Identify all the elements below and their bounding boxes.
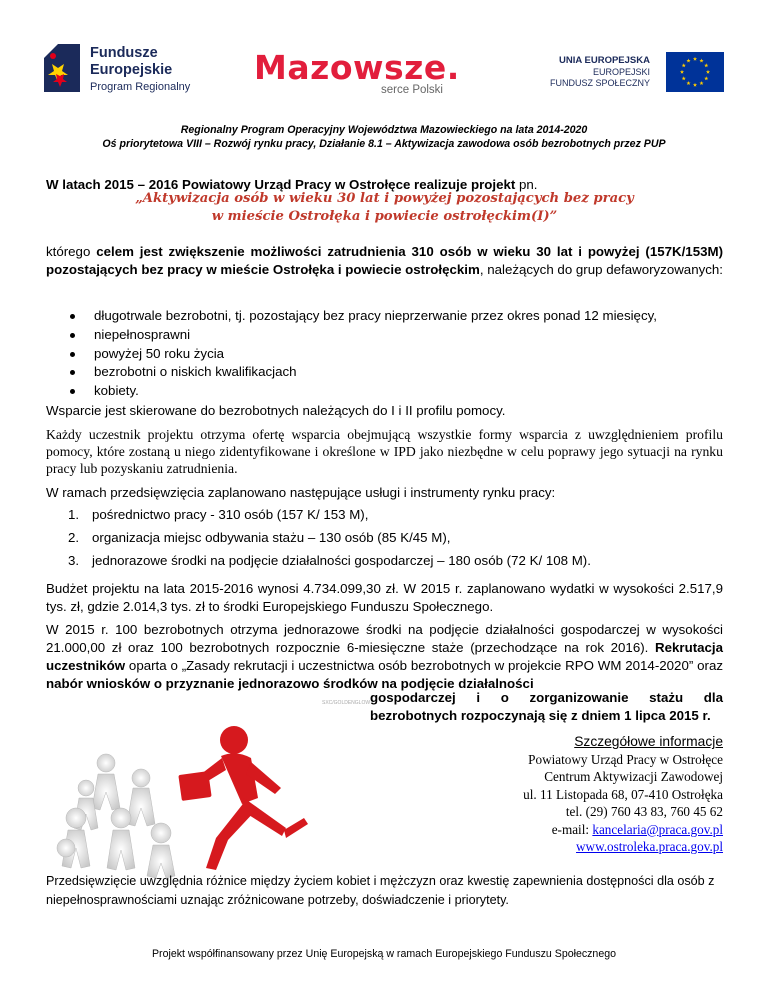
list-item xyxy=(68,553,728,568)
intro-normal: pn. xyxy=(515,177,538,192)
contact-block xyxy=(430,733,723,856)
plan-text1: W 2015 r. 100 bezrobotnych otrzyma jednorazowe środki na podjęcie działalności gospodarczej w wysokości 21.000,00 zł oraz 100 bezrobotnych rozpocznie 6-miesięczne staże (przechodzące na rok 2016). xyxy=(46,622,723,655)
list-number: 1. xyxy=(68,507,80,522)
budget-paragraph: Budżet projektu na lata 2015-2016 wynosi 4.734.099,30 zł. W 2015 r. zaplanowano wydatki w wysokości 2.517,9 tys. zł, gdzie 2.014,3 tys. zł to środki Europejskiego Funduszu Społecznego. xyxy=(46,581,723,614)
ue-logo-text xyxy=(540,55,650,90)
contact-email-line xyxy=(430,821,723,839)
support-paragraph: Wsparcie jest skierowane do bezrobotnych należących do I i II profilu pomocy. xyxy=(46,403,506,418)
goal-bold: celem jest zwiększenie możliwości zatrudnienia 310 osób w wieku 30 lat i powyżej (157K/153M) pozostających bez pracy w mieście Ostrołęka i powiecie ostrołęckim xyxy=(46,244,723,277)
plan-text2: oparta o „Zasady rekrutacji i uczestnictwa osób bezrobotnych w projekcie RPO WM 2014-2020” oraz xyxy=(125,658,723,673)
running-businessman-image xyxy=(46,718,346,878)
program-header xyxy=(30,123,738,151)
plan-bold2: nabór wniosków o przyznanie jednorazowo środków na podjęcie działalności xyxy=(46,676,534,691)
contact-heading: Szczegółowe informacje xyxy=(574,734,723,749)
image-caption: SXC/GOLDENGLOW xyxy=(322,700,371,706)
eu-flag-icon xyxy=(666,52,724,92)
ue-line3: FUNDUSZ SPOŁECZNY xyxy=(549,78,650,88)
fundusze-europejskie-logo-icon xyxy=(44,44,80,92)
equality-paragraph: Przedsięwzięcie uwzględnia różnice między życiem kobiet i mężczyzn oraz kwestię zapewnienia dostępności dla osób z niepełnosprawnościami uznając zróżnicowane potrzeby, doświadczenie i priorytety. xyxy=(46,874,715,907)
groups-list xyxy=(68,307,728,401)
mazowsze-logo: Mazowsze. xyxy=(254,48,460,87)
email-label: e-mail: xyxy=(551,821,593,837)
list-text: pośrednictwo pracy - 310 osób (157 K/ 153 M), xyxy=(92,507,369,522)
list-item xyxy=(68,507,728,522)
list-item xyxy=(68,530,728,545)
offer-paragraph: Każdy uczestnik projektu otrzyma ofertę wsparcia obejmującą wszystkie formy wsparcia z uwzględnieniem profilu pomocy, które zostaną u niego zidentyfikowane i określone w IPD jako niezbędne w celu poprawy jego sytuacji na rynku pracy lub pozyskaniu zatrudnienia. xyxy=(46,427,723,476)
mazowsze-tagline: serce Polski xyxy=(381,84,443,96)
plan-paragraph xyxy=(46,621,723,693)
contact-line: Powiatowy Urząd Pracy w Ostrołęce xyxy=(528,751,723,767)
goal-text1: którego xyxy=(46,244,97,259)
header-line2: Oś priorytetowa VIII – Rozwój rynku pracy, Działanie 8.1 – Aktywizacja zawodowa osób bezrobotnych przez PUP xyxy=(102,138,666,150)
list-text: jednorazowe środki na podjęcie działalności gospodarczej – 180 osób (72 K/ 108 M). xyxy=(92,553,591,568)
email-link[interactable]: kancelaria@praca.gov.pl xyxy=(592,821,723,837)
list-item: długotrwale bezrobotni, tj. pozostający bez pracy nieprzerwanie przez okres ponad 12 miesięcy, xyxy=(68,307,728,326)
goal-paragraph xyxy=(46,243,723,279)
list-item: niepełnosprawni xyxy=(68,326,728,345)
list-number: 2. xyxy=(68,530,80,545)
contact-line: tel. (29) 760 43 83, 760 45 62 xyxy=(565,804,723,819)
services-intro: W ramach przedsięwzięcia zaplanowano następujące usługi i instrumenty rynku pracy: xyxy=(46,485,556,500)
project-title xyxy=(46,190,723,226)
plan-paragraph-continued: gospodarczej i o zorganizowanie stażu dla bezrobotnych rozpoczynają się z dniem 1 lipca 2015 r. xyxy=(370,690,723,723)
contact-www-line xyxy=(430,838,723,856)
intro-bold: W latach 2015 – 2016 Powiatowy Urząd Pracy w Ostrołęce realizuje projekt xyxy=(46,177,516,192)
project-title-line2: w mieście Ostrołęka i powiecie ostrołęckim(I)” xyxy=(211,209,558,224)
header-line1: Regionalny Program Operacyjny Województwa Mazowieckiego na lata 2014-2020 xyxy=(180,124,588,136)
fundusze-europejskie-logo-text xyxy=(90,45,190,96)
ue-line2: EUROPEJSKI xyxy=(592,66,650,77)
fe-line2: Europejskie xyxy=(90,62,173,78)
project-title-line1: „Aktywizacja osób w wieku 30 lat i powyżej pozostających bez pracy xyxy=(135,191,634,206)
plan-bold1: Rekrutacja uczestników xyxy=(46,640,723,673)
list-text: organizacja miejsc odbywania stażu – 130 osób (85 K/45 M), xyxy=(92,530,451,545)
list-number: 3. xyxy=(68,553,80,568)
fe-line1: Fundusze xyxy=(90,45,158,61)
ue-line1: UNIA EUROPEJSKA xyxy=(559,55,650,66)
contact-line: ul. 11 Listopada 68, 07-410 Ostrołęka xyxy=(523,786,723,802)
list-item: bezrobotni o niskich kwalifikacjach xyxy=(68,363,728,382)
fe-line3: Program Regionalny xyxy=(90,81,191,93)
website-link[interactable]: www.ostroleka.praca.gov.pl xyxy=(576,839,723,854)
list-item: kobiety. xyxy=(68,382,728,401)
list-item: powyżej 50 roku życia xyxy=(68,345,728,364)
goal-text2: , należących do grup defaworyzowanych: xyxy=(479,262,723,277)
footer-text: Projekt współfinansowany przez Unię Europejską w ramach Europejskiego Funduszu Społecznego xyxy=(151,948,617,960)
contact-line: Centrum Aktywizacji Zawodowej xyxy=(544,769,723,784)
